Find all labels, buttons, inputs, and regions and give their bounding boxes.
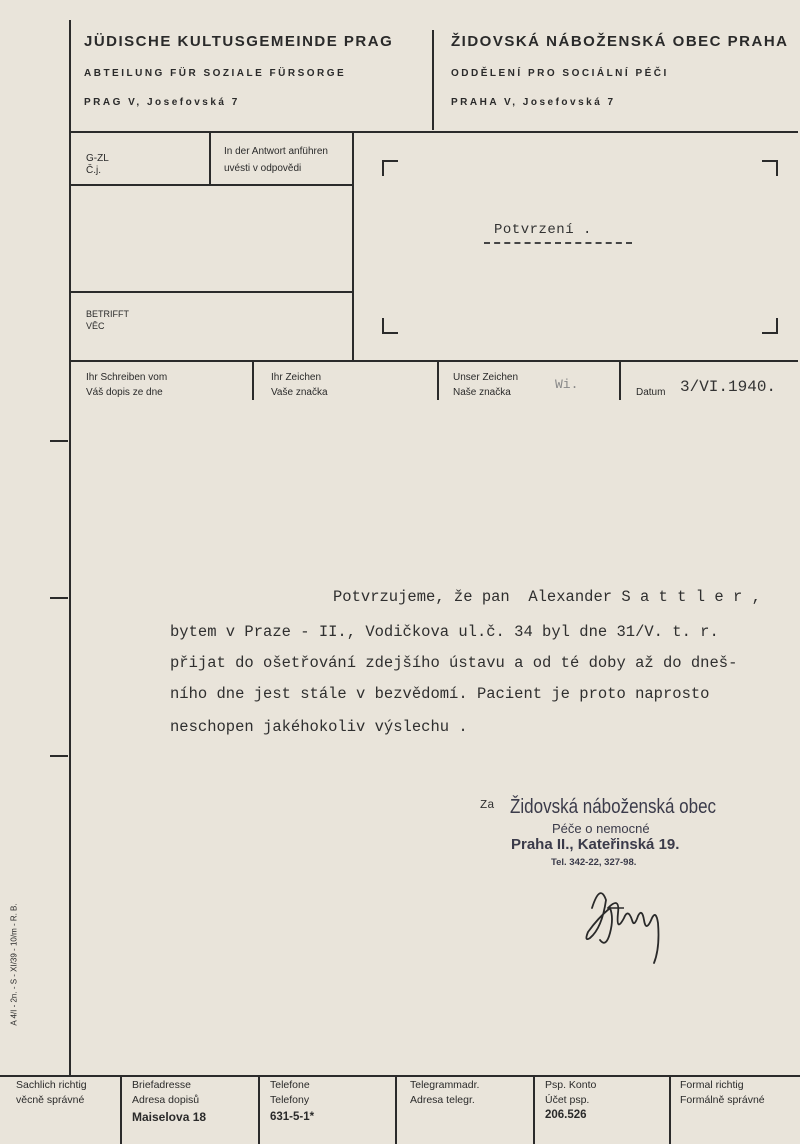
- org-name-german: JÜDISCHE KULTUSGEMEINDE PRAG: [84, 33, 394, 50]
- stamp-org-name: Židovská náboženská obec: [510, 796, 717, 818]
- window-corner-tl: [382, 160, 398, 176]
- formal-german: Formal richtig: [680, 1079, 744, 1091]
- fold-mark-2: [50, 597, 68, 599]
- margin-print-code: A 4/I - 2n. - S - XI/39 - 10/m - R. B.: [9, 903, 19, 1026]
- zeichen-label-czech: Vaše značka: [271, 387, 328, 398]
- brief-german: Briefadresse: [132, 1079, 191, 1091]
- ref-box-divider: [209, 131, 211, 185]
- sachlich-czech: věcně správné: [16, 1094, 85, 1106]
- footer-div-2: [258, 1075, 260, 1144]
- form-mid-rule: [352, 131, 354, 361]
- unser-label-german: Unser Zeichen: [453, 372, 519, 383]
- unser-label-czech: Naše značka: [453, 387, 511, 398]
- letterhead-left-rule: [69, 20, 71, 132]
- gzl-label: G-ZL: [86, 153, 109, 164]
- body-line-5: neschopen jakéhokoliv výslechu .: [170, 718, 468, 736]
- body-line-3: přijat do ošetřování zdejšího ústavu a od té doby až do dneš-: [170, 654, 738, 672]
- sachlich-german: Sachlich richtig: [16, 1079, 87, 1091]
- address-czech: PRAHA V, Josefovská 7: [451, 97, 616, 108]
- cj-label: Č.j.: [86, 165, 101, 176]
- psp-german: Psp. Konto: [545, 1079, 597, 1091]
- tel-german: Telefone: [270, 1079, 310, 1091]
- letterhead-center-rule: [432, 30, 434, 130]
- vec-label: VĚC: [86, 321, 105, 331]
- org-name-czech: ŽIDOVSKÁ NÁBOŽENSKÁ OBEC PRAHA: [451, 33, 789, 50]
- address-box-bottom: [69, 291, 353, 293]
- ref-box-bottom: [69, 184, 353, 186]
- answer-label-czech: uvésti v odpovědi: [224, 163, 302, 174]
- footer-telegramm: [410, 1078, 479, 1108]
- stamp-telephone: Tel. 342-22, 327-98.: [551, 857, 637, 868]
- body-line-4: ního dne jest stále v bezvědomí. Pacient je proto naprosto: [170, 685, 710, 703]
- telegr-czech: Adresa telegr.: [410, 1094, 475, 1106]
- footer-div-5: [669, 1075, 671, 1144]
- ref-divider-3: [619, 362, 621, 400]
- psp-value: 206.526: [545, 1109, 587, 1121]
- brief-value: Maiselova 18: [132, 1110, 207, 1124]
- unser-value: Wi.: [555, 377, 579, 392]
- address-german: PRAG V, Josefovská 7: [84, 97, 240, 108]
- form-top-rule: [69, 131, 798, 133]
- stamp-address: Praha II., Kateřinská 19.: [511, 836, 680, 853]
- footer-formal: [680, 1078, 765, 1108]
- formal-czech: Formálně správné: [680, 1094, 765, 1106]
- zeichen-label-german: Ihr Zeichen: [271, 372, 322, 383]
- telegr-german: Telegrammadr.: [410, 1079, 480, 1091]
- footer-div-4: [533, 1075, 535, 1144]
- footer-telefone: [270, 1078, 314, 1125]
- subject-underline: [484, 242, 632, 244]
- fold-mark-3: [50, 755, 68, 757]
- datum-label: Datum: [636, 387, 666, 398]
- betrifft-label: BETRIFFT: [86, 309, 129, 319]
- subject-title: Potvrzení .: [494, 222, 592, 238]
- tel-czech: Telefony: [270, 1094, 310, 1106]
- answer-label-german: In der Antwort anführen: [224, 146, 328, 157]
- ref-divider-1: [252, 362, 254, 400]
- window-corner-br: [762, 318, 778, 334]
- signature: [580, 878, 675, 968]
- window-corner-bl: [382, 318, 398, 334]
- schreiben-label-german: Ihr Schreiben vom: [86, 372, 168, 383]
- form-header-bottom: [69, 360, 798, 362]
- body-line-2: bytem v Praze - II., Vodičkova ul.č. 34 byl dne 31/V. t. r.: [170, 623, 719, 641]
- ref-divider-2: [437, 362, 439, 400]
- body-line-1: Potvrzujeme, že pan Alexander S a t t l e r ,: [333, 588, 761, 606]
- fold-mark-1: [50, 440, 68, 442]
- footer-div-1: [120, 1075, 122, 1144]
- psp-czech: Účet psp.: [545, 1094, 590, 1106]
- footer-psp: [545, 1078, 596, 1123]
- schreiben-label-czech: Váš dopis ze dne: [86, 387, 163, 398]
- footer-briefadresse: [132, 1078, 206, 1125]
- datum-value: 3/VI.1940.: [680, 378, 777, 396]
- footer-sachlich: [16, 1078, 87, 1108]
- window-corner-tr: [762, 160, 778, 176]
- brief-czech: Adresa dopisů: [132, 1094, 200, 1106]
- stamp-dept: Péče o nemocné: [552, 821, 650, 836]
- dept-czech: ODDĚLENÍ PRO SOCIÁLNÍ PÉČI: [451, 68, 669, 79]
- footer-div-3: [395, 1075, 397, 1144]
- tel-value: 631-5-1*: [270, 1111, 315, 1123]
- stamp-za: Za: [480, 798, 495, 812]
- dept-german: ABTEILUNG FÜR SOZIALE FÜRSORGE: [84, 68, 347, 79]
- form-left-rule: [69, 131, 71, 1076]
